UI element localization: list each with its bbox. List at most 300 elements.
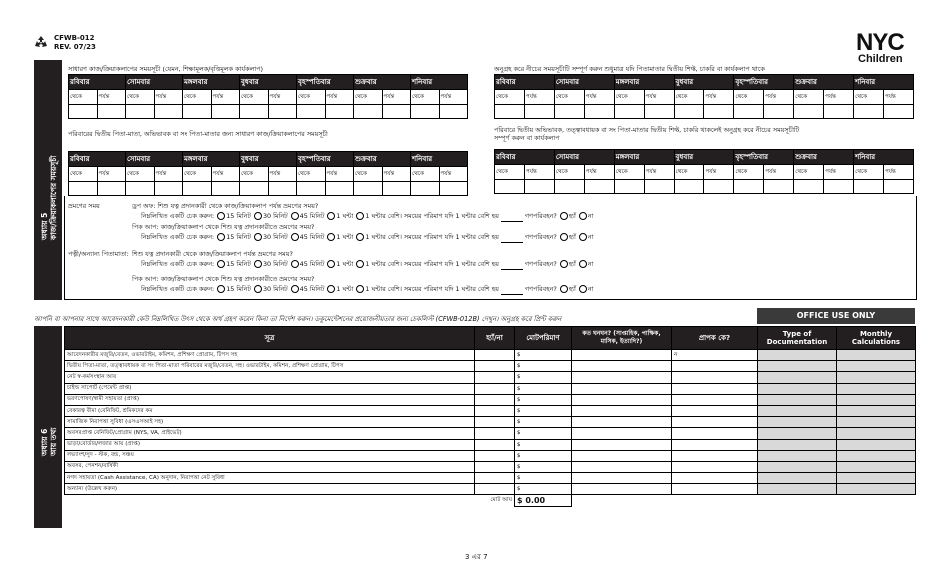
time-input-cell[interactable]	[297, 182, 326, 196]
frequency-cell[interactable]	[572, 450, 672, 461]
from-label: থেকে	[354, 167, 383, 182]
amount-cell[interactable]: $	[515, 394, 572, 405]
recipient-cell[interactable]	[672, 405, 758, 416]
total-filler	[572, 495, 672, 506]
day-header: মঙ্গলবার	[183, 152, 240, 167]
day-header: বুধবার	[240, 152, 297, 167]
day-header: শুক্রবার	[794, 150, 854, 165]
time-input-cell[interactable]	[154, 182, 183, 196]
day-header: শুক্রবার	[794, 75, 854, 90]
income-source: নগদ সহায়তা (Cash Assistance, CA) অনুদান, নিরাপত্তা নেট সুবিধা	[65, 473, 475, 484]
opt-1h-radio[interactable]	[327, 212, 335, 220]
section5-sidebar	[34, 60, 62, 300]
col-recipient: প্রাপক কে?	[672, 327, 758, 350]
income-source: বেকারত্ব বীমা (বেনিফিট, শ্রমিকদের কম	[65, 405, 475, 416]
travel-text: শিশু যত্ন প্রদানকারী থেকে কাজ/ক্রিয়াকলাপ পর্যন্ত ভ্রমণের সময়?	[132, 250, 293, 258]
frequency-cell[interactable]	[572, 361, 672, 372]
transit-no-radio[interactable]	[579, 260, 587, 268]
from-label: থেকে	[495, 90, 525, 105]
page-number: 3 এর 7	[465, 553, 488, 561]
transit-no-label: না	[587, 260, 594, 268]
recipient-cell[interactable]	[672, 394, 758, 405]
schedule-table-3	[68, 151, 468, 196]
time-input-cell[interactable]	[354, 182, 383, 196]
extra-time-input[interactable]	[501, 288, 523, 295]
income-source: নেট স্ব-কর্মসংস্থান আয়	[65, 372, 475, 383]
opt-15-label: 15 মিনিট	[226, 233, 251, 241]
time-input-cell[interactable]	[69, 182, 98, 196]
day-header: শনিবার	[854, 150, 914, 165]
to-label: পর্যন্ত	[584, 165, 614, 180]
to-label: পর্যন্ত	[211, 90, 240, 105]
time-input-cell[interactable]	[674, 105, 704, 119]
opt-more-label: 1 ঘন্টার বেশি।	[365, 233, 402, 241]
day-header: বুধবার	[240, 75, 297, 90]
opt-30-radio[interactable]	[254, 233, 262, 241]
from-label: থেকে	[183, 167, 212, 182]
opt-45-radio[interactable]	[291, 212, 299, 220]
day-header: সোমবার	[126, 75, 183, 90]
transit-no-radio[interactable]	[579, 212, 587, 220]
yesno-cell[interactable]	[475, 394, 515, 405]
income-row	[65, 383, 916, 394]
to-label: পর্যন্ত	[824, 90, 854, 105]
opt-45-label: 45 মিনিট	[299, 285, 325, 293]
time-input-cell[interactable]	[704, 105, 734, 119]
frequency-cell[interactable]	[572, 405, 672, 416]
from-label: থেকে	[794, 165, 824, 180]
day-header: বৃহস্পতিবার	[297, 75, 354, 90]
income-row	[65, 484, 916, 495]
from-label: থেকে	[495, 165, 525, 180]
frequency-cell[interactable]	[572, 439, 672, 450]
nyc-logo-sub: Children	[858, 53, 903, 65]
time-input-cell[interactable]	[154, 105, 183, 119]
yesno-cell[interactable]	[475, 383, 515, 394]
total-dollar: $	[517, 496, 526, 506]
total-filler	[758, 495, 837, 506]
time-input-cell[interactable]	[325, 105, 354, 119]
time-entry-row	[495, 180, 914, 194]
opt-more-radio[interactable]	[356, 285, 364, 293]
monthly-cell	[837, 450, 916, 461]
time-entry-row	[69, 182, 468, 196]
yesno-cell[interactable]	[475, 350, 515, 361]
days-row	[69, 75, 468, 90]
to-label: পর্যন্ত	[764, 165, 794, 180]
from-label: থেকে	[614, 165, 644, 180]
time-input-cell[interactable]	[794, 180, 824, 194]
frequency-cell[interactable]	[572, 383, 672, 394]
documentation-cell	[758, 473, 837, 484]
opt-1h-radio[interactable]	[327, 285, 335, 293]
travel-text: নিম্নলিখিত একটি চেক করুন:	[141, 285, 215, 293]
opt-1h-label: 1 ঘন্টা	[336, 285, 354, 293]
amount-cell[interactable]: $	[515, 461, 572, 472]
time-input-cell[interactable]	[97, 105, 126, 119]
time-input-cell[interactable]	[382, 182, 411, 196]
opt-1h-label: 1 ঘন্টা	[336, 233, 354, 241]
time-input-cell[interactable]	[183, 182, 212, 196]
travel-options-line	[141, 284, 594, 295]
time-input-cell[interactable]	[704, 180, 734, 194]
schedule2-title: অনুগ্রহ করে নীচের সময়সূচীটি সম্পূর্ণ করুন শুধুমাত্র যদি পিতামাতার দ্বিতীয় শিফ্ট, চাকরি বা কার্যকলাপ থাকে	[494, 65, 765, 73]
opt-more-label: 1 ঘন্টার বেশি।	[365, 260, 402, 268]
time-input-cell[interactable]	[268, 105, 297, 119]
extra-time-input[interactable]	[501, 263, 523, 270]
time-input-cell[interactable]	[97, 182, 126, 196]
amount-cell[interactable]: $	[515, 372, 572, 383]
recipient-cell[interactable]	[672, 439, 758, 450]
to-label: পর্যন্ত	[97, 167, 126, 182]
to-label: পর্যন্ত	[382, 90, 411, 105]
opt-30-radio[interactable]	[254, 285, 262, 293]
form-revision: REV. 07/23	[54, 43, 96, 51]
transit-label: গণপরিবহন?	[522, 233, 559, 241]
documentation-cell	[758, 484, 837, 495]
time-input-cell[interactable]	[297, 105, 326, 119]
time-input-cell[interactable]	[524, 180, 554, 194]
travel-text: ড্রপ অফ: শিশু যত্ন প্রদানকারী থেকে কাজ/ক্রিয়াকলাপ পর্যন্ত ভ্রমণের সময়?	[132, 202, 319, 210]
transit-yes-radio[interactable]	[560, 285, 568, 293]
time-input-cell[interactable]	[614, 180, 644, 194]
from-label: থেকে	[297, 90, 326, 105]
time-input-cell[interactable]	[644, 105, 674, 119]
time-input-cell[interactable]	[325, 182, 354, 196]
day-header: সোমবার	[554, 75, 614, 90]
yesno-cell[interactable]	[475, 405, 515, 416]
opt-more-label: 1 ঘন্টার বেশি।	[365, 285, 402, 293]
schedule3-title: পরিবারের দ্বিতীয় পিতা-মাতা, অভিভাবক বা সং পিতা-মাতার জন্য সাধারণ কাজ/ক্রিয়াকলাপের সময়সূচী	[68, 130, 328, 138]
travel-text: নিম্নলিখিত একটি চেক করুন:	[141, 212, 215, 220]
from-label: থেকে	[411, 90, 440, 105]
day-header: শুক্রবার	[354, 75, 411, 90]
opt-45-radio[interactable]	[291, 285, 299, 293]
schedule-table-4	[494, 149, 914, 194]
income-row	[65, 450, 916, 461]
time-input-cell[interactable]	[382, 105, 411, 119]
time-input-cell[interactable]	[411, 182, 440, 196]
to-label: পর্যন্ত	[524, 165, 554, 180]
opt-45-radio[interactable]	[291, 260, 299, 268]
nyc-logo-text: NYC	[856, 29, 904, 56]
time-input-cell[interactable]	[554, 180, 584, 194]
documentation-cell	[758, 417, 837, 428]
amount-cell[interactable]: $	[515, 361, 572, 372]
extra-time-label: সময়ের পরিমাণ যদি 1 ঘন্টার বেশি হয়	[401, 260, 501, 268]
documentation-cell	[758, 372, 837, 383]
schedule-table-2	[494, 74, 914, 119]
documentation-cell	[758, 350, 837, 361]
to-label: পর্যন্ত	[97, 90, 126, 105]
from-to-row	[69, 90, 468, 105]
days-row	[495, 75, 914, 90]
monthly-cell	[837, 405, 916, 416]
monthly-cell	[837, 473, 916, 484]
yesno-cell[interactable]	[475, 461, 515, 472]
col-documentation: Type of Documentation	[758, 327, 837, 350]
from-label: থেকে	[794, 90, 824, 105]
office-use-header: OFFICE USE ONLY	[757, 308, 915, 324]
opt-15-radio[interactable]	[217, 260, 225, 268]
extra-time-label: সময়ের পরিমাণ যদি 1 ঘন্টার বেশি হয়	[401, 285, 501, 293]
income-row	[65, 372, 916, 383]
income-row	[65, 394, 916, 405]
recipient-cell[interactable]	[672, 450, 758, 461]
documentation-cell	[758, 383, 837, 394]
transit-label: গণপরিবহন?	[522, 285, 559, 293]
amount-cell[interactable]: $	[515, 439, 572, 450]
time-input-cell[interactable]	[411, 105, 440, 119]
recipient-cell[interactable]	[672, 473, 758, 484]
recipient-cell[interactable]: ন	[672, 350, 758, 361]
income-row	[65, 361, 916, 372]
income-source: দ্বিতীয় পিতা-মাতা, তত্ত্বাবধায়ক বা সং পিতা-মাতা পরিবারের মজুরি/বেতন, সহ। ওভারটাইম, কমিশন, প্রশিক্ষণ প্রোগ্রাম, টিপস	[65, 361, 475, 372]
time-input-cell[interactable]	[183, 105, 212, 119]
opt-15-label: 15 মিনিট	[226, 260, 251, 268]
opt-30-radio[interactable]	[254, 212, 262, 220]
monthly-cell	[837, 461, 916, 472]
amount-cell[interactable]: $	[515, 417, 572, 428]
yesno-cell[interactable]	[475, 473, 515, 484]
opt-more-radio[interactable]	[356, 233, 364, 241]
income-row	[65, 473, 916, 484]
day-header: রবিবার	[69, 152, 126, 167]
time-input-cell[interactable]	[584, 180, 614, 194]
time-input-cell[interactable]	[824, 180, 854, 194]
time-input-cell[interactable]	[211, 105, 240, 119]
frequency-cell[interactable]	[572, 461, 672, 472]
recipient-cell[interactable]	[672, 484, 758, 495]
amount-cell[interactable]: $	[515, 473, 572, 484]
amount-cell[interactable]: $	[515, 428, 572, 439]
total-row	[65, 495, 916, 506]
time-input-cell[interactable]	[126, 182, 155, 196]
amount-cell[interactable]: $	[515, 450, 572, 461]
day-header: রবিবার	[69, 75, 126, 90]
income-source: লভ্যাংশ/সুদ - স্টক, বন্ড, সঞ্চয়	[65, 450, 475, 461]
day-header: বুধবার	[674, 75, 734, 90]
monthly-cell	[837, 417, 916, 428]
day-header: সোমবার	[126, 152, 183, 167]
time-input-cell[interactable]	[794, 105, 824, 119]
to-label: পর্যন্ত	[704, 165, 734, 180]
monthly-cell	[837, 361, 916, 372]
yesno-cell[interactable]	[475, 484, 515, 495]
opt-15-label: 15 মিনিট	[226, 212, 251, 220]
from-label: থেকে	[854, 90, 884, 105]
col-source: সূত্র	[65, 327, 475, 350]
time-input-cell[interactable]	[854, 105, 884, 119]
documentation-cell	[758, 439, 837, 450]
opt-30-label: 30 মিনিট	[262, 285, 288, 293]
income-source: অবসর, পেনশন/বার্ষিকী	[65, 461, 475, 472]
time-input-cell[interactable]	[439, 182, 468, 196]
to-label: পর্যন্ত	[268, 90, 297, 105]
opt-15-radio[interactable]	[217, 212, 225, 220]
time-input-cell[interactable]	[240, 182, 269, 196]
time-input-cell[interactable]	[240, 105, 269, 119]
transit-yes-label: হ্যাঁ	[568, 260, 578, 268]
total-value: 0.00	[525, 496, 546, 506]
day-header: মঙ্গলবার	[614, 75, 674, 90]
yesno-cell[interactable]	[475, 450, 515, 461]
amount-cell[interactable]: $	[515, 405, 572, 416]
frequency-cell[interactable]	[572, 417, 672, 428]
schedule4-title-1: পরিবারে দ্বিতীয় অভিভাবক, তত্ত্বাবধায়ক বা সং পিতা-মাতার দ্বিতীয় শিফ্ট, চাকরি থাকলেই অনুগ্রহ করে নীচের সময়সূচীটি	[494, 126, 800, 134]
to-label: পর্যন্ত	[268, 167, 297, 182]
yesno-cell[interactable]	[475, 439, 515, 450]
transit-yes-radio[interactable]	[560, 260, 568, 268]
opt-more-radio[interactable]	[356, 260, 364, 268]
time-input-cell[interactable]	[524, 105, 554, 119]
frequency-cell[interactable]	[572, 428, 672, 439]
opt-45-label: 45 মিনিট	[299, 233, 325, 241]
day-header: মঙ্গলবার	[614, 150, 674, 165]
amount-cell[interactable]: $	[515, 350, 572, 361]
transit-no-label: না	[587, 212, 594, 220]
recipient-cell[interactable]	[672, 361, 758, 372]
yesno-cell[interactable]	[475, 417, 515, 428]
from-label: থেকে	[183, 90, 212, 105]
time-input-cell[interactable]	[268, 182, 297, 196]
from-label: থেকে	[411, 167, 440, 182]
yesno-cell[interactable]	[475, 428, 515, 439]
monthly-cell	[837, 484, 916, 495]
yesno-cell[interactable]	[475, 372, 515, 383]
opt-1h-radio[interactable]	[327, 260, 335, 268]
day-header: বুধবার	[674, 150, 734, 165]
income-source: ভাড়া/বোর্ডার/লজার আয় (প্রাপ্ত)	[65, 439, 475, 450]
from-to-row	[69, 167, 468, 182]
frequency-cell[interactable]	[572, 350, 672, 361]
transit-yes-label: হ্যাঁ	[568, 212, 578, 220]
transit-yes-radio[interactable]	[560, 233, 568, 241]
frequency-cell[interactable]	[572, 484, 672, 495]
time-input-cell[interactable]	[584, 105, 614, 119]
transit-no-radio[interactable]	[579, 233, 587, 241]
opt-1h-radio[interactable]	[327, 233, 335, 241]
day-header: শুক্রবার	[354, 152, 411, 167]
time-input-cell[interactable]	[824, 105, 854, 119]
frequency-cell[interactable]	[572, 372, 672, 383]
travel-options-line	[141, 259, 594, 270]
opt-15-radio[interactable]	[217, 285, 225, 293]
to-label: পর্যন্ত	[325, 167, 354, 182]
income-source: ভরণপোষণ/স্বামী সহায়তা (প্রাপ্ত)	[65, 394, 475, 405]
documentation-cell	[758, 405, 837, 416]
time-input-cell[interactable]	[764, 180, 794, 194]
travel-text: নিম্নলিখিত একটি চেক করুন:	[141, 260, 215, 268]
opt-1h-label: 1 ঘন্টা	[336, 212, 354, 220]
time-entry-row	[495, 105, 914, 119]
time-input-cell[interactable]	[439, 105, 468, 119]
extra-time-input[interactable]	[501, 236, 523, 243]
opt-30-radio[interactable]	[254, 260, 262, 268]
travel-text: নিম্নলিখিত একটি চেক করুন:	[141, 233, 215, 241]
amount-cell[interactable]: $	[515, 383, 572, 394]
transit-no-label: না	[587, 285, 594, 293]
extra-time-input[interactable]	[501, 215, 523, 222]
travel-options-line	[141, 232, 594, 243]
monthly-cell	[837, 350, 916, 361]
opt-15-radio[interactable]	[217, 233, 225, 241]
monthly-cell	[837, 383, 916, 394]
recipient-cell[interactable]	[672, 383, 758, 394]
day-header: মঙ্গলবার	[183, 75, 240, 90]
opt-more-radio[interactable]	[356, 212, 364, 220]
time-input-cell[interactable]	[211, 182, 240, 196]
from-label: থেকে	[69, 90, 98, 105]
income-row	[65, 428, 916, 439]
time-entry-row	[69, 105, 468, 119]
time-input-cell[interactable]	[674, 180, 704, 194]
opt-30-label: 30 মিনিট	[262, 233, 288, 241]
amount-cell[interactable]: $	[515, 484, 572, 495]
days-row	[69, 152, 468, 167]
recipient-cell[interactable]	[672, 417, 758, 428]
transit-yes-radio[interactable]	[560, 212, 568, 220]
from-to-row	[495, 90, 914, 105]
opt-45-radio[interactable]	[291, 233, 299, 241]
time-input-cell[interactable]	[883, 105, 913, 119]
frequency-cell[interactable]	[572, 394, 672, 405]
time-input-cell[interactable]	[495, 180, 525, 194]
day-header: বৃহস্পতিবার	[297, 152, 354, 167]
recycle-icon	[34, 34, 48, 48]
form-id: CFWB-012	[54, 34, 95, 42]
to-label: পর্যন্ত	[154, 90, 183, 105]
time-input-cell[interactable]	[764, 105, 794, 119]
opt-15-label: 15 মিনিট	[226, 285, 251, 293]
income-table	[64, 326, 916, 507]
col-yesno: হ্যাঁ/না	[475, 327, 515, 350]
from-label: থেকে	[554, 165, 584, 180]
schedule1-title: সাধারণ কাজ/ক্রিয়াকলাপের সময়সূচী (যেমন, শিক্ষামূলক/বৃত্তিমূলক কার্যকলাপ)	[68, 65, 263, 73]
time-input-cell[interactable]	[495, 105, 525, 119]
col-amount: মোটপরিমাণ	[515, 327, 572, 350]
time-input-cell[interactable]	[126, 105, 155, 119]
transit-yes-label: হ্যাঁ	[568, 233, 578, 241]
documentation-cell	[758, 461, 837, 472]
time-input-cell[interactable]	[644, 180, 674, 194]
frequency-cell[interactable]	[572, 473, 672, 484]
section6-sidebar	[34, 326, 62, 528]
from-label: থেকে	[297, 167, 326, 182]
documentation-cell	[758, 450, 837, 461]
time-input-cell[interactable]	[734, 105, 764, 119]
time-input-cell[interactable]	[854, 180, 884, 194]
to-label: পর্যন্ত	[644, 165, 674, 180]
income-source: সামাজিক নিরাপত্তা সুবিধা (এসএসআই সহ)	[65, 417, 475, 428]
time-input-cell[interactable]	[734, 180, 764, 194]
transit-no-radio[interactable]	[579, 285, 587, 293]
recipient-cell[interactable]	[672, 428, 758, 439]
to-label: পর্যন্ত	[704, 90, 734, 105]
time-input-cell[interactable]	[883, 180, 913, 194]
time-input-cell[interactable]	[354, 105, 383, 119]
recipient-cell[interactable]	[672, 372, 758, 383]
time-input-cell[interactable]	[614, 105, 644, 119]
day-header: রবিবার	[495, 75, 555, 90]
recipient-cell[interactable]	[672, 461, 758, 472]
time-input-cell[interactable]	[69, 105, 98, 119]
travel-options-line	[141, 211, 594, 222]
yesno-cell[interactable]	[475, 361, 515, 372]
from-to-row	[495, 165, 914, 180]
time-input-cell[interactable]	[554, 105, 584, 119]
to-label: পর্যন্ত	[824, 165, 854, 180]
